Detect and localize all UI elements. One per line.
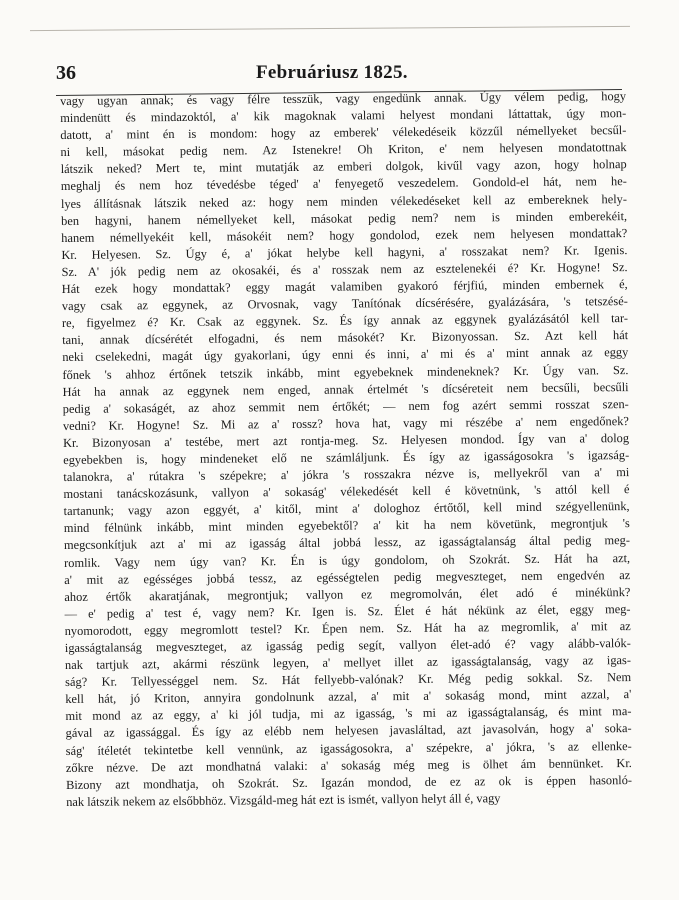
text-line: lyes állításnak látszik neked az: hogy nem minden vélekedéseket kell az embereknek hely- (60, 191, 628, 211)
text-line: tani, annak dícsérétét elfogadni, és nem másokét? Kr. Bizonyossan. Sz. Azt kell hát (62, 328, 629, 348)
text-line: mind félnünk inkább, mint minden egyebektől? a' kit ha nem követünk, megrontjuk 's (63, 516, 630, 536)
text-line: datott, a' mint én is mondom: hogy az emberek' vélekedéseik közzűl némellyeket becsűl- (60, 123, 627, 143)
text-line: ahoz értők akaratjának, megrontjuk; vallyon ez megromolván, élet adó é minékünk? (64, 584, 631, 604)
top-scan-rule (30, 26, 630, 31)
text-line: ben hagyni, hanem némellyeket kell, másokat pedig nem? nem is minden emberekéit, (61, 208, 628, 228)
text-line: meghalj és nem hoz tévedésbe téged' a' fenyegető veszedelem. Gondold-el hát, nem he- (60, 174, 627, 194)
text-line: látszik neked? Mert te, mint mutatják az emberi dolgok, kivűl vagy azon, hogy holnap (60, 157, 627, 177)
body-text (60, 88, 632, 811)
text-line: neki cselekedni, magát úgy gyakorlani, úgy enni és inni, a' mi és a' mint annak az eggy (62, 345, 629, 365)
text-line: vagy ugyan annak; és vagy félre tesszük, vagy engedünk annak. Úgy vélem pedig, hogy (60, 89, 627, 108)
text-line: pedig a' sokaságét, az ahoz semmit nem értőkét; — nem fog azért semmi rosszat szen- (62, 396, 629, 416)
text-line: nak tartjuk azt, akármi részünk legyen, a' mellyet illet az igasságtalanság, vagy az igas- (64, 653, 632, 673)
text-line: vagy csak az eggynek, az Orvosnak, vagy Tanítónak dícsérésére, gyalázására, 's tetszésé- (61, 294, 628, 314)
page-header (56, 62, 626, 88)
text-line: Bizony azt mondhatja, oh Szokrát. Sz. Igazán mondod, de ez az ok is éppen hasonló- (65, 772, 633, 792)
text-line: mindenütt és mindazoktól, a' kik magoknak valami helyest mondani láttattak, úgy mon- (60, 106, 627, 126)
page-title: Februáriusz 1825. (256, 62, 408, 83)
text-line: talanokra, a' rútakra 's szépekre; a' jókra 's rosszakra nézve is, mellyekről van a' mi (63, 465, 630, 485)
text-line: nak látszik nekem az elsőbbhöz. Vizsgáld-meg hát ezt is ismét, vallyon helyt áll é, vagy (66, 791, 501, 809)
text-line: re, figyelmez é? Kr. Csak az eggynek. Sz. És így annak az eggynek gyalázásától kell tar- (61, 311, 629, 331)
text-line: tartanunk; vagy azon eggyét, a' kitől, mint a' dologhoz értőtől, kell mind szégyellenünk, (63, 499, 630, 519)
text-line: kell hát, jó Kriton, annyira gondolnunk azzal, a' mit a' sokaság mond, mint azzal, a' (65, 687, 632, 707)
text-line: nyomorodott, eggy megromlott testel? Kr. Épen nem. Sz. Hát ha az megromlik, a' mit az (64, 618, 631, 638)
text-line: egyebekben is, hogy mindeneket elő ne számláljunk. És így az igasságosokra 's igazság- (63, 448, 630, 467)
text-line: ság? Kr. Tellyességgel nem. Sz. Hát fellyebb-valónak? Kr. Még pedig sokkal. Sz. Nem (65, 670, 632, 690)
text-line: mostani tanácskozásunk, vallyon a' sokaság' vélekedését kell é követnünk, 's attól kell é (63, 482, 630, 502)
text-line: Hát ezek hogy mondattak? eggy magát valamiben gyakoró férjfiú, minden embernek é, (61, 277, 628, 297)
page-number: 36 (56, 62, 76, 84)
text-line: mit mond az az eggy, a' ki jól tudja, mi az igasság, 's mi az igasságtalanság, és mint ma- (65, 704, 632, 724)
text-line: igasságtalanság megveszteget, az igasság pedig segít, vallyon élet-adó é? vagy alább-valók- (64, 636, 631, 655)
text-line: Kr. Bizonyosan a' testébe, mert azt rontja-meg. Sz. Helyesen mondod. Így van a' dolog (62, 430, 630, 450)
text-line: Hát ha annak az eggynek nem enged, annak értelmét 's dícséreteit nem becsűli, becsűli (62, 379, 629, 399)
text-line: ni kell, másokat pedig nem. Az Istenekre! Oh Kriton, e' nem helyesen mondatottnak (60, 140, 627, 160)
text-line: zőkre nézve. De azt mondhatná valaki: a' sokaság még meg is ölhet ám bennünket. Kr. (65, 755, 632, 775)
text-line: főnek 's ahhoz értőnek tetszik inkább, mint egyebeknek mindeneknek? Kr. Úgy van. Sz. (62, 362, 629, 382)
text-line: a' mit az egésséges jobbá tessz, az egésségtelen pedig megveszteget, nem engedvén az (64, 567, 631, 587)
text-line: hanem némellyekéit kell, másokéit nem? hogy gondolod, ezek nem helyesen mondattak? (61, 225, 628, 245)
text-line: Kr. Helyesen. Sz. Úgy é, a' jókat helybe kell hagyni, a' rosszakat nem? Kr. Igenis. (61, 242, 628, 262)
text-line: megcsonkítjuk azt a' mi az igasság által jobbá lessz, az igasságtalanság által pedig meg- (63, 533, 630, 553)
text-line: ság' ítéletét tekintetbe kell vennünk, az igasságosokra, a' szépekre, a' jókra, 's az ellenke- (65, 738, 632, 758)
text-line: romlik. Vagy nem úgy van? Kr. Én is úgy gondolom, oh Szokrát. Sz. Hát ha azt, (64, 550, 631, 570)
text-line: gával az igassággal. És így az elébb nem helyesen javasláltad, azt javasolván, hogy a' soka- (65, 721, 632, 741)
text-line: vedni? Kr. Hogyne! Sz. Mi az a' rossz? hova hat, vagy mi részébe a' nem engedőnek? (62, 413, 629, 433)
text-line: — e' pedig a' test é, vagy nem? Kr. Igen is. Sz. Élet é hát nékünk az élet, eggy meg- (64, 601, 631, 621)
text-line: Sz. A' jók pedig nem az okosakéi, és a' rosszak nem az esztelenekéi é? Kr. Hogyne! Sz. (61, 259, 628, 279)
